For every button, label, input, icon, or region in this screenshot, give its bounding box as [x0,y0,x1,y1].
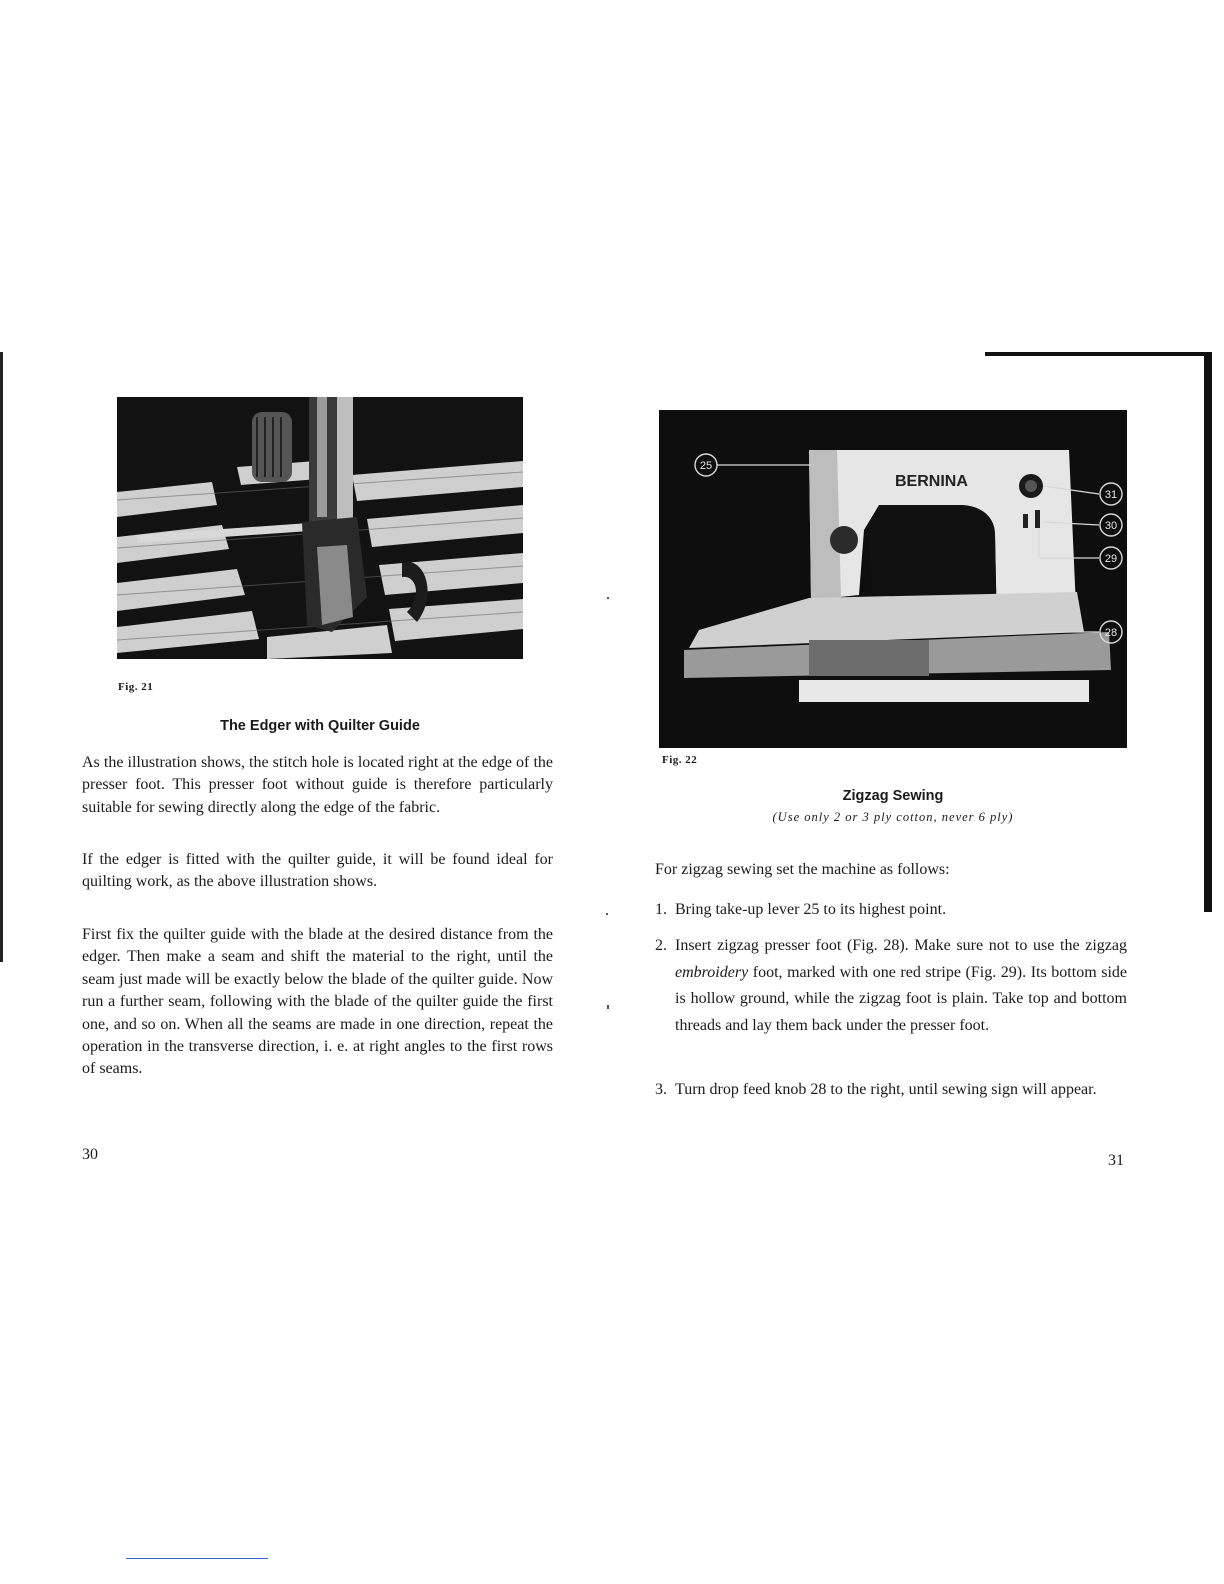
page-number-right: 31 [1108,1152,1124,1169]
right-subheading: (Use only 2 or 3 ply cotton, never 6 ply) [772,810,1014,824]
callout-31: 31 [1104,489,1118,501]
figure-brand-text: BERNINA [895,473,968,490]
step-1-text: Bring take-up lever 25 to its highest point. [675,901,947,918]
figure-22-photo [659,410,1127,748]
callout-25: 25 [699,460,713,472]
callout-28: 28 [1104,627,1118,639]
callout-30: 30 [1104,520,1118,532]
quilting-foot-illustration [117,397,523,659]
sewing-machine-illustration [659,410,1127,748]
left-paragraph-3: First fix the quilter guide with the blade at the desired distance from the edger. Then make a seam and shift the material to the right, until the seam just made will be exactly below the blade of the quilter guide. Now run a further seam, following with the blade of the quilter guide the first one, and so on. When all the seams are made in one direction, repeat the operation in the transverse direction, i. e. at right angles to the first rows of seams. [82,926,553,1078]
step-3-number: 3. [655,1081,667,1098]
underline-rule [126,1558,268,1559]
step-1-number: 1. [655,901,667,918]
right-heading: Zigzag Sewing [842,788,944,804]
step-1 [655,897,1127,924]
gutter-mark [607,1005,609,1009]
page-number-left: 30 [82,1146,98,1163]
step-2-text-part-1: Insert zigzag presser foot (Fig. 28). Make sure not to use the zigzag [675,937,1127,954]
step-2-text-part-2: foot, marked with one red stripe (Fig. 29). Its bottom side is hollow ground, while the zigzag foot is plain. Take top and bottom threads and lay them back under the presser foot. [675,963,1127,1034]
figure-22-caption: Fig. 22 [662,754,698,766]
step-2-text [675,933,1127,1039]
callout-29: 29 [1104,553,1118,565]
gutter-mark [607,597,609,599]
scan-edge-right [1204,352,1212,912]
scan-edge-left [0,352,3,962]
step-3 [655,1077,1127,1104]
left-heading: The Edger with Quilter Guide [220,718,420,734]
gutter-mark [606,913,608,915]
step-2 [655,933,1127,1039]
step-2-emphasis: embroidery [675,963,749,981]
left-paragraph-1: As the illustration shows, the stitch hole is located right at the edge of the presser foot. This presser foot without guide is therefore particularly suitable for sewing directly along the edge of the fabric. [82,754,553,816]
left-paragraph-2: If the edger is fitted with the quilter guide, it will be found ideal for quilting work, as the above illustration shows. [82,851,553,891]
figure-21-photo [117,397,523,659]
intro-text: For zigzag sewing set the machine as follows: [655,861,950,878]
figure-21-caption: Fig. 21 [118,681,154,693]
step-2-number: 2. [655,937,667,954]
step-3-text: Turn drop feed knob 28 to the right, until sewing sign will appear. [675,1081,1097,1098]
scan-edge-top [985,352,1211,356]
